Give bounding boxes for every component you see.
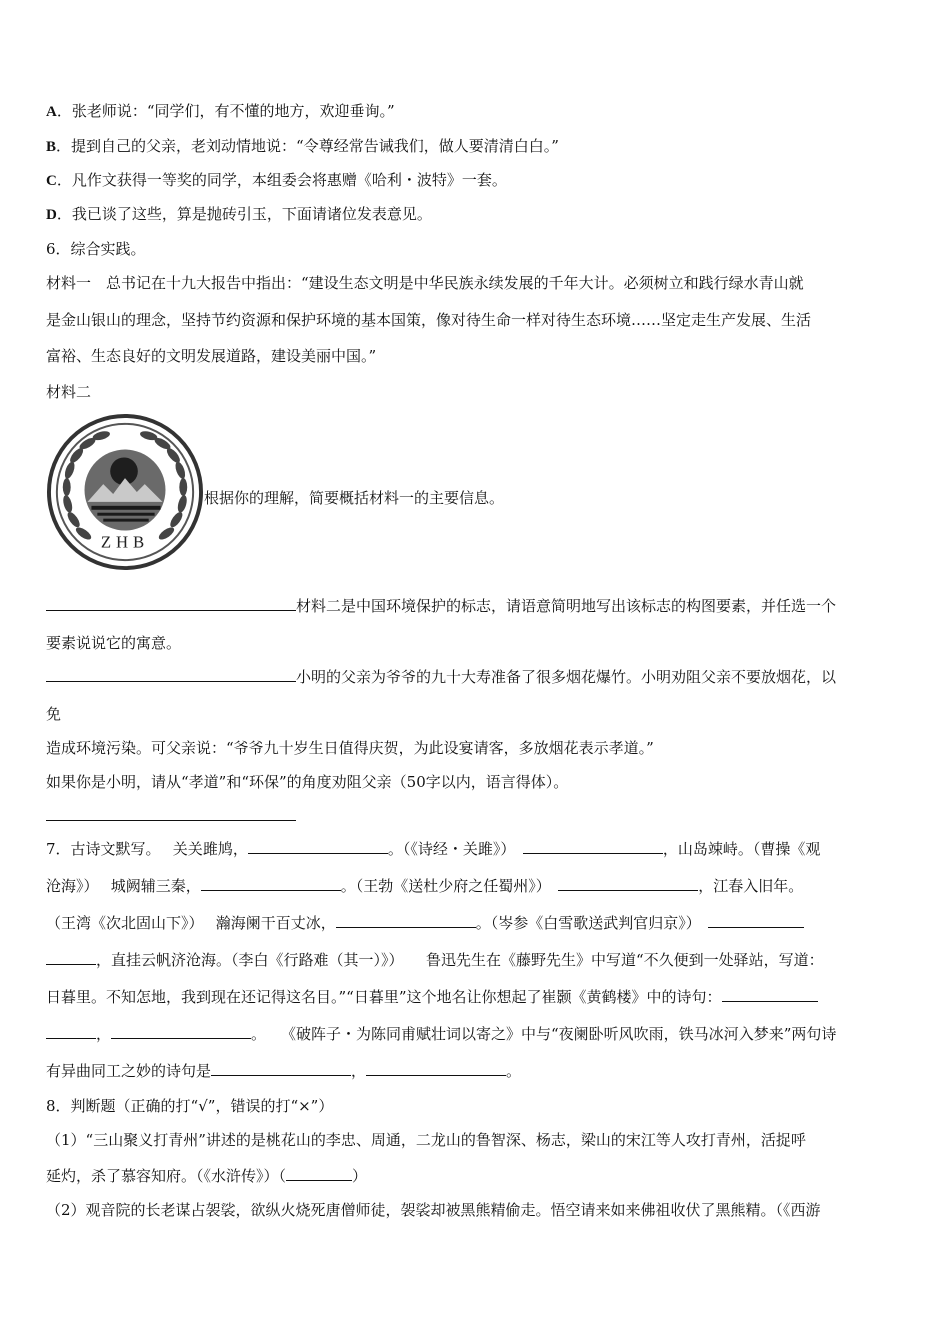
q8-item1-line: 延灼，杀了慕容知府。（《水浒传》）（ ） bbox=[46, 1167, 368, 1185]
option-text: 我已谈了这些，算是抛砖引玉，下面请诸位发表意见。 bbox=[71, 205, 432, 223]
answer-blank[interactable] bbox=[708, 913, 804, 928]
task3-line: 造成环境污染。可父亲说：“爷爷九十岁生日值得庆贺，为此设宴请客，多放烟花表示孝道。” bbox=[46, 739, 654, 757]
material1-line: 材料一 总书记在十九大报告中指出：“建设生态文明是中华民族永续发展的千年大计。必须树立和践行绿水青山就 bbox=[46, 274, 804, 292]
environmental-protection-logo-icon bbox=[46, 413, 204, 571]
answer-blank[interactable] bbox=[111, 1024, 251, 1039]
option-b: B．提到自己的父亲，老刘动情地说：“令尊经常告诫我们，做人要清清白白。” bbox=[46, 137, 559, 155]
q7-line: 有异曲同工之妙的诗句是 ， 。 bbox=[46, 1062, 522, 1080]
task2-line: 要素说说它的寓意。 bbox=[46, 634, 182, 652]
option-label: B bbox=[46, 139, 57, 155]
answer-blank[interactable] bbox=[248, 839, 388, 854]
answer-blank[interactable] bbox=[201, 876, 341, 891]
option-label: A bbox=[46, 104, 57, 120]
q7-line: ， 。 《破阵子・为陈同甫赋壮词以寄之》中与“夜阑卧听风吹雨，铁马冰河入梦来”两句诗 bbox=[46, 1024, 836, 1044]
task3-answer bbox=[46, 806, 296, 826]
option-c: C．凡作文获得一等奖的同学，本组委会将惠赠《哈利・波特》一套。 bbox=[46, 171, 507, 189]
task3-line: 免 bbox=[46, 705, 62, 723]
q7-line: 7．古诗文默写。 关关雎鸠， 。（《诗经・关雎》） ，山岛竦峙。（曹操《观 bbox=[46, 840, 821, 858]
material1-line: 是金山银山的理念，坚持节约资源和保护环境的基本国策，像对待生命一样对待生态环境……坚定走生产发展、生活 bbox=[46, 311, 812, 329]
material2-label: 材料二 bbox=[46, 383, 92, 401]
answer-blank[interactable] bbox=[722, 987, 818, 1002]
q7-line: 沧海》） 城阙辅三秦， 。（王勃《送杜少府之任蜀州》） ，江春入旧年。 bbox=[46, 877, 804, 895]
q6-title: 6．综合实践。 bbox=[46, 240, 146, 258]
answer-blank[interactable] bbox=[46, 596, 296, 611]
option-label: D bbox=[46, 207, 57, 223]
answer-blank[interactable] bbox=[211, 1061, 351, 1076]
option-text: 张老师说：“同学们，有不懂的地方，欢迎垂询。” bbox=[71, 102, 395, 120]
option-d: D．我已谈了这些，算是抛砖引玉，下面请诸位发表意见。 bbox=[46, 205, 432, 223]
task3-line: 如果你是小明，请从“孝道”和“环保”的角度劝阻父亲（50字以内，语言得体）。 bbox=[46, 773, 569, 791]
q7-line: 日暮里。不知怎地，我到现在还记得这名目。”“日暮里”这个地名让你想起了崔颢《黄鹤楼》中的诗句： bbox=[46, 987, 818, 1007]
q8-title: 8．判断题（正确的打“√”，错误的打“×”） bbox=[46, 1097, 334, 1115]
answer-blank[interactable] bbox=[46, 1024, 96, 1039]
answer-blank[interactable] bbox=[366, 1061, 506, 1076]
task3-line: 小明的父亲为爷爷的九十大寿准备了很多烟花爆竹。小明劝阻父亲不要放烟花，以 bbox=[46, 667, 836, 687]
answer-blank[interactable] bbox=[286, 1166, 352, 1181]
material1-line: 富裕、生态良好的文明发展道路，建设美丽中国。” bbox=[46, 347, 377, 365]
option-text: 凡作文获得一等奖的同学，本组委会将惠赠《哈利・波特》一套。 bbox=[71, 171, 507, 189]
q8-item2-line: （2）观音院的长老谋占袈裟，欲纵火烧死唐僧师徒，袈裟却被黑熊精偷走。悟空请来如来佛祖收伏了黑熊精。（《西游 bbox=[46, 1201, 821, 1219]
answer-blank[interactable] bbox=[523, 839, 663, 854]
task1-prompt: 根据你的理解，简要概括材料一的主要信息。 bbox=[204, 489, 505, 507]
option-a: A．张老师说：“同学们，有不懂的地方，欢迎垂询。” bbox=[46, 102, 395, 120]
task2-line: 材料二是中国环境保护的标志，请语意简明地写出该标志的构图要素，并任选一个 bbox=[46, 596, 836, 616]
q7-line: ，直挂云帆济沧海。（李白《行路难（其一）》） 鲁迅先生在《藤野先生》中写道“不久便到一处驿站，写道： bbox=[46, 950, 824, 970]
answer-blank[interactable] bbox=[46, 950, 96, 965]
svg-text:ZHB: ZHB bbox=[100, 532, 150, 552]
answer-blank[interactable] bbox=[336, 913, 476, 928]
q8-item1-line: （1）“三山聚义打青州”讲述的是桃花山的李忠、周通，二龙山的鲁智深、杨志，梁山的宋江等人攻打青州，活捉呼 bbox=[46, 1131, 806, 1149]
option-text: 提到自己的父亲，老刘动情地说：“令尊经常告诫我们，做人要清清白白。” bbox=[71, 137, 559, 155]
q7-line: （王湾《次北固山下》） 瀚海阑干百丈冰， 。（岑参《白雪歌送武判官归京》） bbox=[46, 913, 804, 933]
answer-blank[interactable] bbox=[558, 876, 698, 891]
answer-blank[interactable] bbox=[46, 806, 296, 821]
option-label: C bbox=[46, 173, 57, 189]
answer-blank[interactable] bbox=[46, 667, 296, 682]
